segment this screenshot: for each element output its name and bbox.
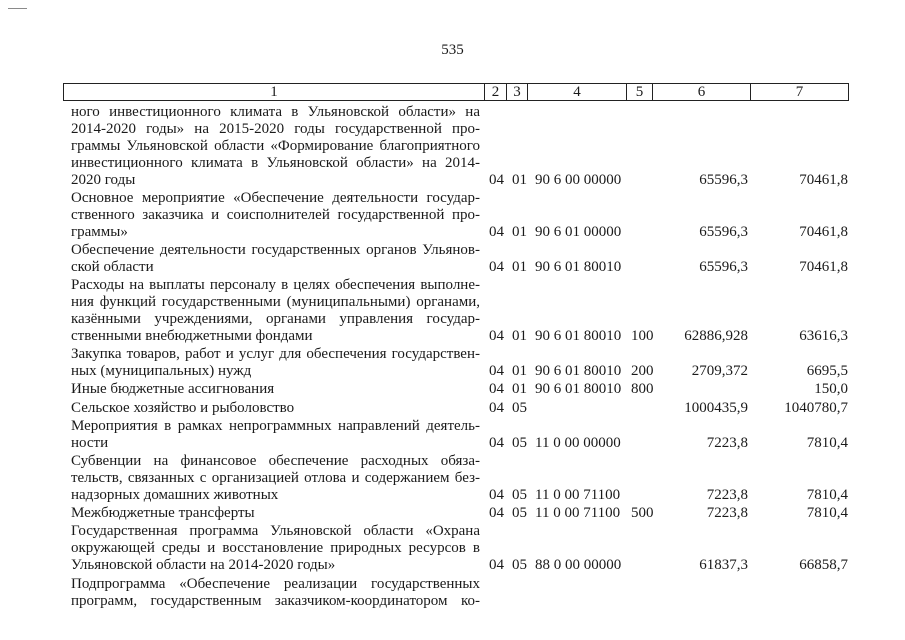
cell-col2: 04 <box>489 363 504 380</box>
row-text-line: Межбюджетные трансферты <box>71 505 255 522</box>
cell-col5 <box>626 557 652 574</box>
cell-col2: 04 <box>489 381 504 398</box>
row-text-line: Подпрограмма «Обеспечение реализации государственных <box>71 575 480 592</box>
cell-col3: 01 <box>512 328 527 345</box>
cell-col7: 6695,5 <box>806 363 848 380</box>
row-text-line: ственного заказчика и соисполнителей государственной про- <box>71 206 480 223</box>
row-text-line: Ульяновской области на 2014-2020 годы» <box>71 557 336 574</box>
cell-col3: 01 <box>512 223 527 240</box>
table-row <box>63 417 849 452</box>
row-text-line: ного инвестиционного климата в Ульяновской области» на <box>71 103 480 120</box>
cell-col7: 70461,8 <box>799 171 848 188</box>
cell-col3: 05 <box>512 487 527 503</box>
cell-col2: 04 <box>489 399 504 416</box>
cell-col7: 66858,7 <box>799 557 848 574</box>
header-cell-2: 2 <box>484 84 506 100</box>
cell-col5 <box>626 259 652 276</box>
table-row <box>63 504 849 522</box>
cell-col4: 90 6 01 80010 <box>535 381 622 398</box>
row-text-line: казёнными учреждениями, органами управления государ- <box>71 311 480 328</box>
row-description <box>63 400 484 417</box>
table-body <box>63 101 849 610</box>
cell-col5 <box>626 400 652 417</box>
header-cell-1: 1 <box>63 84 484 100</box>
header-cell-4: 4 <box>527 84 626 100</box>
row-description <box>63 505 484 522</box>
table-row <box>63 241 849 276</box>
cell-col2: 04 <box>489 171 504 188</box>
cell-col4: 90 6 01 80010 <box>535 328 622 345</box>
cell-col5: 500 <box>631 505 654 522</box>
row-description <box>63 277 484 345</box>
cell-col7: 70461,8 <box>799 258 848 275</box>
cell-col4: 90 6 01 00000 <box>535 223 622 240</box>
table-row <box>63 276 849 345</box>
row-text-line: граммы Ульяновской области «Формирование благоприятного <box>71 137 480 154</box>
cell-col6: 65596,3 <box>699 171 748 188</box>
row-description <box>63 190 484 241</box>
cell-col2: 04 <box>489 557 504 574</box>
header-cell-6: 6 <box>652 84 750 100</box>
cell-col4: 11 0 00 00000 <box>535 434 621 451</box>
cell-col2: 04 <box>489 487 504 503</box>
cell-col6: 7223,8 <box>706 487 748 503</box>
cell-col3: 05 <box>512 557 527 574</box>
cell-col5 <box>626 224 652 241</box>
table-row <box>63 189 849 241</box>
cell-col3: 01 <box>512 381 527 398</box>
budget-table <box>63 83 849 610</box>
table-row <box>63 398 849 416</box>
scan-mark-line <box>8 8 27 9</box>
row-text-line: программ, государственным заказчиком-координатором ко- <box>71 592 480 609</box>
cell-col7: 7810,4 <box>806 487 848 503</box>
row-text-line: окружающей среды и восстановление природных ресурсов в <box>71 540 480 557</box>
cell-col7: 7810,4 <box>806 505 848 522</box>
cell-col6: 7223,8 <box>706 505 748 522</box>
cell-col4 <box>527 400 626 417</box>
cell-col4: 90 6 00 00000 <box>535 171 622 188</box>
cell-col3: 05 <box>512 434 527 451</box>
row-text-line: граммы» <box>71 223 128 240</box>
row-text-line: ния функций государственными (муниципальными) органами, <box>71 294 480 311</box>
row-text-line: ственными внебюджетными фондами <box>71 328 313 345</box>
cell-col7: 70461,8 <box>799 223 848 240</box>
header-cell-7: 7 <box>750 84 848 100</box>
cell-col3: 01 <box>512 171 527 188</box>
cell-col4: 11 0 00 71100 <box>535 487 621 503</box>
row-description <box>63 418 484 452</box>
row-text-line: инвестиционного климата в Ульяновской области» на 2014- <box>71 154 480 171</box>
cell-col6: 62886,928 <box>684 328 748 345</box>
cell-col2: 04 <box>489 258 504 275</box>
row-description <box>63 104 484 189</box>
row-text-line: надзорных домашних животных <box>71 487 279 503</box>
row-text-line: Государственная программа Ульяновской области «Охрана <box>71 523 480 540</box>
cell-col2: 04 <box>489 328 504 345</box>
table-row <box>63 345 849 380</box>
cell-col6: 65596,3 <box>699 258 748 275</box>
cell-col3: 05 <box>512 399 527 416</box>
cell-col5: 100 <box>631 328 654 345</box>
cell-col6: 1000435,9 <box>684 399 748 416</box>
cell-col6: 61837,3 <box>699 557 748 574</box>
row-description <box>63 346 484 380</box>
cell-col5 <box>626 172 652 189</box>
cell-col2: 04 <box>489 434 504 451</box>
cell-col5: 800 <box>631 381 654 398</box>
cell-col6 <box>652 381 750 398</box>
cell-col3: 01 <box>512 363 527 380</box>
row-description <box>63 242 484 276</box>
cell-col4: 90 6 01 80010 <box>535 258 622 275</box>
row-text-line: Расходы на выплаты персоналу в целях обеспечения выполне- <box>71 277 480 294</box>
table-row <box>63 574 849 609</box>
row-text-line: Иные бюджетные ассигнования <box>71 381 275 398</box>
cell-col5 <box>626 487 652 504</box>
row-text-line: тельств, связанных с организацией отлова и содержанием без- <box>71 470 480 486</box>
cell-col5: 200 <box>631 363 654 380</box>
row-text-line: Мероприятия в рамках непрограммных направлений деятель- <box>71 417 480 434</box>
cell-col4: 90 6 01 80010 <box>535 363 622 380</box>
cell-col2: 04 <box>489 223 504 240</box>
row-text-line: Обеспечение деятельности государственных органов Ульянов- <box>71 241 480 258</box>
cell-col6: 2709,372 <box>691 363 748 380</box>
row-text-line: ской области <box>71 258 154 275</box>
row-text-line: Сельское хозяйство и рыболовство <box>71 399 295 416</box>
cell-col4: 11 0 00 71100 <box>535 505 621 522</box>
cell-col5 <box>626 435 652 452</box>
table-row <box>63 452 849 504</box>
row-text-line: ности <box>71 434 109 451</box>
cell-col6: 65596,3 <box>699 223 748 240</box>
cell-col4: 88 0 00 00000 <box>535 557 622 574</box>
table-header-row <box>63 83 849 101</box>
table-row <box>63 522 849 574</box>
table-row <box>63 104 849 189</box>
row-description <box>63 453 484 504</box>
row-description <box>63 381 484 398</box>
cell-col3: 05 <box>512 505 527 522</box>
header-cell-5: 5 <box>626 84 652 100</box>
cell-col6: 7223,8 <box>706 434 748 451</box>
cell-col2: 04 <box>489 505 504 522</box>
cell-col7: 63616,3 <box>799 328 848 345</box>
row-description <box>63 576 484 610</box>
cell-col7: 150,0 <box>814 381 848 398</box>
page-number: 535 <box>441 42 464 58</box>
row-text-line: ных (муниципальных) нужд <box>71 363 252 380</box>
row-text-line: 2014-2020 годы» на 2015-2020 годы государственной про- <box>71 120 480 137</box>
cell-col7: 7810,4 <box>806 434 848 451</box>
row-text-line: 2020 годы <box>71 171 136 188</box>
row-description <box>63 523 484 574</box>
cell-col3: 01 <box>512 258 527 275</box>
header-cell-3: 3 <box>506 84 527 100</box>
table-row <box>63 380 849 398</box>
cell-col7: 1040780,7 <box>784 399 848 416</box>
row-text-line: Закупка товаров, работ и услуг для обеспечения государствен- <box>71 346 480 363</box>
row-text-line: Субвенции на финансовое обеспечение расходных обяза- <box>71 453 480 469</box>
row-text-line: Основное мероприятие «Обеспечение деятельности государ- <box>71 189 480 206</box>
